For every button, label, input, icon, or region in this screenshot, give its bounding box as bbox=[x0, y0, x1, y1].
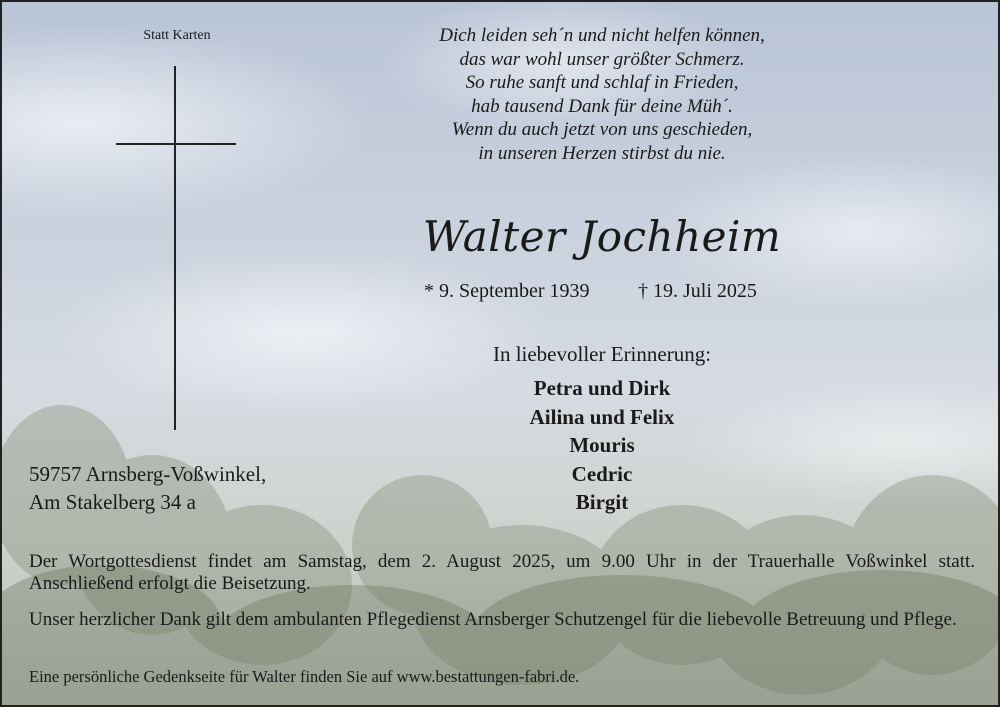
mourner-name: Ailina und Felix bbox=[529, 404, 675, 429]
address-line: 59757 Arnsberg-Voßwinkel, bbox=[29, 462, 267, 486]
mourner-name: Cedric bbox=[571, 461, 633, 486]
thanks-notice: Unser herzlicher Dank gilt dem ambulanten Pflegedienst Arnsberger Schutzengel für die liebevolle Betreuung und Pflege. bbox=[29, 609, 957, 630]
service-notice: Der Wortgottesdienst findet am Samstag, dem 2. August 2025, um 9.00 Uhr in der Trauerhalle Voßwinkel statt. Anschließend erfolgt die Beisetzung. bbox=[29, 551, 975, 594]
memorial-page-notice: Eine persönliche Gedenkseite für Walter finden Sie auf www.bestattungen-fabri.de. bbox=[29, 667, 580, 686]
poem-line: Dich leiden seh´n und nicht helfen können, bbox=[439, 25, 765, 46]
family-address bbox=[29, 460, 266, 516]
poem-line: So ruhe sanft und schlaf in Frieden, bbox=[465, 72, 739, 93]
poem-line: hab tausend Dank für deine Müh´. bbox=[471, 95, 733, 117]
birth-date: * 9. September 1939 bbox=[424, 280, 590, 302]
cross-icon bbox=[174, 66, 176, 430]
poem-line: Wenn du auch jetzt von uns geschieden, bbox=[451, 119, 753, 140]
address-line: Am Stakelberg 34 a bbox=[29, 490, 196, 514]
remembrance-intro: In liebevoller Erinnerung: bbox=[492, 342, 712, 366]
cross-icon-bar bbox=[116, 143, 236, 145]
memorial-poem bbox=[362, 24, 842, 165]
poem-line: das war wohl unser größter Schmerz. bbox=[459, 48, 745, 70]
mourner-name: Birgit bbox=[575, 490, 629, 514]
death-date: † 19. Juli 2025 bbox=[638, 280, 757, 302]
mourner-name: Petra und Dirk bbox=[533, 376, 671, 400]
poem-line: in unseren Herzen stirbst du nie. bbox=[478, 142, 726, 164]
mourner-name: Mouris bbox=[569, 433, 635, 457]
statt-karten-label: Statt Karten bbox=[143, 28, 211, 43]
deceased-name: Walter Jochheim bbox=[422, 212, 782, 261]
mourner-list bbox=[422, 374, 782, 517]
